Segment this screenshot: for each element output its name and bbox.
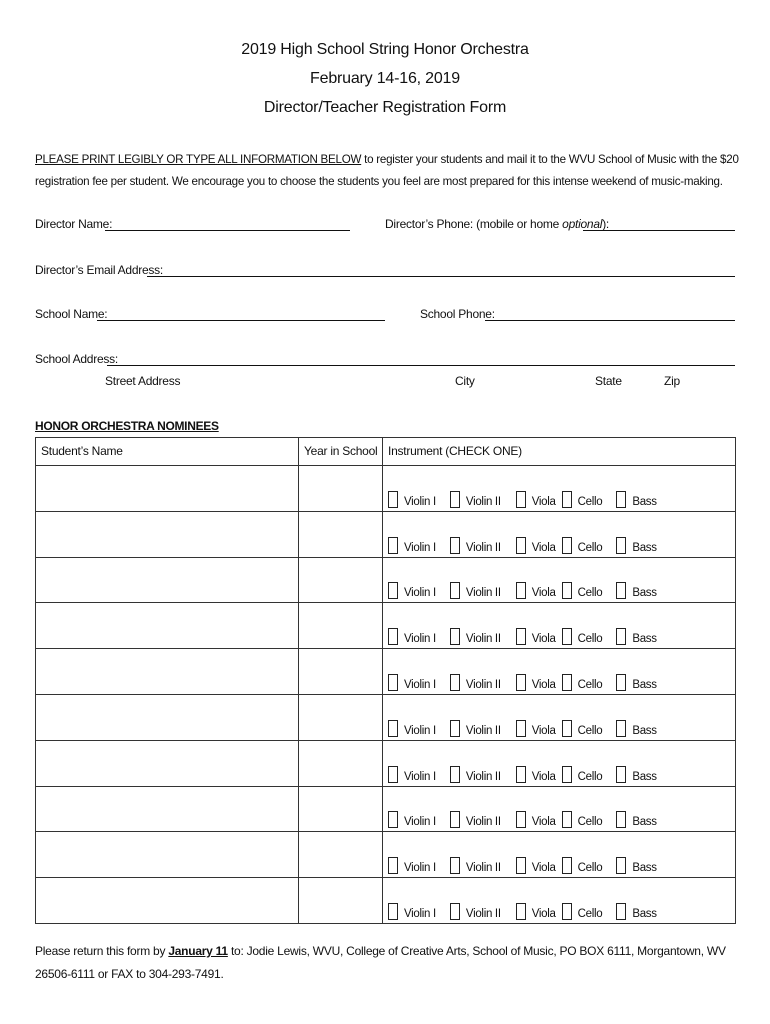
instrument-option: [562, 491, 603, 508]
instrument-option: [450, 720, 501, 737]
checkbox[interactable]: [516, 628, 526, 645]
instrument-option: [616, 582, 656, 599]
instrument-option: [388, 857, 436, 874]
student-name-cell[interactable]: [36, 832, 299, 878]
director-name-field[interactable]: [105, 230, 350, 231]
checkbox[interactable]: [562, 674, 572, 691]
checkbox[interactable]: [388, 766, 398, 783]
instrument-option: [562, 582, 603, 599]
checkbox[interactable]: [562, 766, 572, 783]
instrument-option: [388, 537, 436, 554]
instrument-label: Viola: [531, 587, 556, 600]
instrument-label: Cello: [577, 862, 603, 875]
checkbox[interactable]: [562, 811, 572, 828]
checkbox[interactable]: [388, 628, 398, 645]
checkbox[interactable]: [388, 582, 398, 599]
instrument-label: Viola: [531, 816, 556, 829]
instrument-label: Bass: [632, 541, 657, 554]
instrument-label: Cello: [577, 541, 603, 554]
school-name-field[interactable]: [97, 320, 385, 321]
year-in-school-cell[interactable]: [299, 466, 383, 512]
instrument-option: [450, 628, 501, 645]
nominees-body: [36, 466, 736, 924]
instrument-label: Violin II: [465, 678, 501, 691]
instrument-option: [388, 491, 436, 508]
instrument-option: [516, 628, 556, 645]
instrument-label: Violin I: [404, 907, 436, 920]
instrument-options: [388, 491, 657, 508]
director-phone-label-text: Director’s Phone: (mobile or home: [385, 217, 563, 231]
checkbox[interactable]: [562, 628, 572, 645]
instrument-option: [388, 811, 436, 828]
checkbox[interactable]: [450, 903, 460, 920]
checkbox[interactable]: [516, 811, 526, 828]
checkbox[interactable]: [616, 811, 626, 828]
form-dates: February 14-16, 2019: [310, 70, 460, 87]
director-email-label: Director’s Email Address:: [35, 263, 164, 277]
nominees-section-title: HONOR ORCHESTRA NOMINEES: [35, 419, 219, 433]
instrument-options: [388, 766, 657, 783]
checkbox[interactable]: [516, 903, 526, 920]
instrument-label: Violin II: [465, 816, 501, 829]
instrument-option: [450, 811, 501, 828]
checkbox[interactable]: [616, 537, 626, 554]
checkbox[interactable]: [562, 857, 572, 874]
student-name-cell[interactable]: [36, 878, 299, 924]
instrument-option: [616, 720, 656, 737]
instrument-option: [516, 857, 556, 874]
instrument-label: Violin II: [465, 907, 501, 920]
year-in-school-cell[interactable]: [299, 511, 383, 557]
instrument-options: [388, 857, 657, 874]
instrument-label: Cello: [577, 907, 603, 920]
instrument-label: Bass: [632, 633, 657, 646]
instrument-option: [562, 720, 603, 737]
instrument-option: [450, 903, 501, 920]
instrument-cell: [383, 649, 736, 695]
instrument-label: Viola: [531, 770, 556, 783]
year-in-school-cell[interactable]: [299, 694, 383, 740]
director-name-label: Director Name:: [35, 217, 113, 231]
checkbox[interactable]: [450, 582, 460, 599]
school-phone-label: School Phone:: [420, 307, 495, 321]
instrument-label: Bass: [632, 770, 657, 783]
checkbox[interactable]: [516, 720, 526, 737]
director-phone-label-suffix: ):: [602, 217, 610, 231]
instrument-label: Viola: [531, 724, 556, 737]
instrument-option: [388, 674, 436, 691]
instrument-label: Viola: [531, 541, 556, 554]
return-instructions: [35, 940, 735, 986]
instrument-option: [388, 903, 436, 920]
instrument-option: [616, 903, 656, 920]
nominees-table: [35, 437, 736, 924]
student-name-cell[interactable]: [36, 466, 299, 512]
table-row: [36, 603, 736, 649]
instrument-label: Bass: [632, 724, 657, 737]
instrument-label: Violin II: [465, 587, 501, 600]
instrument-option: [388, 720, 436, 737]
student-name-cell[interactable]: [36, 694, 299, 740]
checkbox[interactable]: [516, 674, 526, 691]
instrument-option: [562, 537, 603, 554]
table-row: [36, 557, 736, 603]
checkbox[interactable]: [562, 582, 572, 599]
year-in-school-cell[interactable]: [299, 603, 383, 649]
checkbox[interactable]: [616, 582, 626, 599]
instrument-label: Violin II: [465, 724, 501, 737]
instrument-cell: [383, 511, 736, 557]
instrument-option: [616, 766, 656, 783]
instrument-option: [562, 766, 603, 783]
instrument-option: [516, 674, 556, 691]
checkbox[interactable]: [562, 720, 572, 737]
checkbox[interactable]: [388, 720, 398, 737]
instrument-label: Viola: [531, 495, 556, 508]
checkbox[interactable]: [562, 537, 572, 554]
form-title: 2019 High School String Honor Orchestra: [241, 41, 529, 58]
checkbox[interactable]: [388, 674, 398, 691]
nominees-header-row: [36, 438, 736, 466]
instrument-cell: [383, 694, 736, 740]
checkbox[interactable]: [616, 628, 626, 645]
instrument-option: [388, 628, 436, 645]
zip-sublabel: Zip: [664, 374, 680, 388]
instrument-label: Cello: [577, 816, 603, 829]
instrument-label: Viola: [531, 678, 556, 691]
instrument-options: [388, 903, 657, 920]
instrument-label: Violin II: [465, 495, 501, 508]
instrument-label: Cello: [577, 724, 603, 737]
instructions-text: to register your students and mail it to the WVU School of Music with the $20 registration fee per student. We encourage you to choose the students you feel are most prepared for this intense weekend of music-making.: [35, 153, 739, 188]
instrument-label: Violin I: [404, 724, 436, 737]
instrument-option: [450, 766, 501, 783]
instrument-option: [562, 674, 603, 691]
director-phone-field[interactable]: [583, 230, 735, 231]
column-header-instrument: Instrument (CHECK ONE): [383, 438, 736, 466]
student-name-cell[interactable]: [36, 740, 299, 786]
instrument-options: [388, 720, 657, 737]
instrument-label: Violin I: [404, 541, 436, 554]
checkbox[interactable]: [616, 491, 626, 508]
return-deadline: January 11: [168, 944, 228, 958]
instrument-option: [450, 582, 501, 599]
checkbox[interactable]: [616, 903, 626, 920]
instrument-option: [562, 857, 603, 874]
table-row: [36, 832, 736, 878]
student-name-cell[interactable]: [36, 786, 299, 832]
instrument-option: [516, 903, 556, 920]
instrument-options: [388, 628, 657, 645]
instrument-cell: [383, 740, 736, 786]
instrument-options: [388, 811, 657, 828]
checkbox[interactable]: [450, 674, 460, 691]
instrument-label: Violin II: [465, 633, 501, 646]
instrument-option: [450, 491, 501, 508]
instrument-label: Violin I: [404, 862, 436, 875]
instrument-label: Viola: [531, 862, 556, 875]
return-prefix: Please return this form by: [35, 944, 169, 958]
instrument-options: [388, 537, 657, 554]
instrument-label: Violin I: [404, 770, 436, 783]
instrument-option: [450, 674, 501, 691]
instrument-cell: [383, 557, 736, 603]
instrument-option: [516, 582, 556, 599]
instrument-label: Bass: [632, 495, 657, 508]
checkbox[interactable]: [516, 582, 526, 599]
checkbox[interactable]: [450, 628, 460, 645]
checkbox[interactable]: [450, 857, 460, 874]
director-phone-label: [385, 216, 609, 232]
checkbox[interactable]: [388, 537, 398, 554]
school-address-field[interactable]: [107, 365, 735, 366]
instrument-option: [516, 720, 556, 737]
instrument-label: Violin I: [404, 816, 436, 829]
instrument-option: [388, 582, 436, 599]
city-sublabel: City: [455, 374, 475, 388]
return-address: to: Jodie Lewis, WVU, College of Creative Arts, School of Music, PO BOX 6111, Morgantown, WV 26506-6111 or FAX to 304-293-7491.: [35, 944, 726, 981]
checkbox[interactable]: [450, 811, 460, 828]
instrument-option: [616, 857, 656, 874]
director-phone-optional: optional: [562, 217, 603, 231]
column-header-student-name: Student’s Name: [36, 438, 299, 466]
instrument-label: Cello: [577, 495, 603, 508]
student-name-cell[interactable]: [36, 649, 299, 695]
instrument-label: Bass: [632, 907, 657, 920]
instrument-label: Violin II: [465, 541, 501, 554]
instrument-label: Violin II: [465, 862, 501, 875]
year-in-school-cell[interactable]: [299, 878, 383, 924]
school-name-label: School Name:: [35, 307, 108, 321]
instrument-option: [516, 537, 556, 554]
checkbox[interactable]: [562, 491, 572, 508]
instrument-option: [562, 903, 603, 920]
instrument-cell: [383, 603, 736, 649]
checkbox[interactable]: [516, 766, 526, 783]
instrument-option: [562, 628, 603, 645]
instrument-cell: [383, 832, 736, 878]
student-name-cell[interactable]: [36, 603, 299, 649]
table-row: [36, 740, 736, 786]
instrument-label: Viola: [531, 907, 556, 920]
instrument-label: Violin I: [404, 587, 436, 600]
checkbox[interactable]: [450, 537, 460, 554]
instructions-emphasis: PLEASE PRINT LEGIBLY OR TYPE ALL INFORMATION BELOW: [35, 153, 362, 166]
checkbox[interactable]: [450, 491, 460, 508]
instrument-option: [562, 811, 603, 828]
instrument-label: Violin II: [465, 770, 501, 783]
school-address-label: School Address:: [35, 352, 118, 366]
instrument-cell: [383, 786, 736, 832]
state-sublabel: State: [595, 374, 622, 388]
instrument-label: Viola: [531, 633, 556, 646]
instrument-label: Bass: [632, 862, 657, 875]
table-row: [36, 466, 736, 512]
table-row: [36, 694, 736, 740]
instrument-option: [516, 811, 556, 828]
instrument-label: Bass: [632, 816, 657, 829]
checkbox[interactable]: [388, 811, 398, 828]
checkbox[interactable]: [450, 720, 460, 737]
instrument-label: Cello: [577, 678, 603, 691]
checkbox[interactable]: [388, 903, 398, 920]
student-name-cell[interactable]: [36, 511, 299, 557]
instrument-options: [388, 674, 657, 691]
instrument-label: Bass: [632, 587, 657, 600]
street-address-sublabel: Street Address: [105, 374, 181, 388]
instrument-option: [450, 857, 501, 874]
instrument-option: [616, 491, 656, 508]
column-header-year: Year in School: [299, 438, 383, 466]
checkbox[interactable]: [562, 903, 572, 920]
table-row: [36, 786, 736, 832]
instrument-option: [388, 766, 436, 783]
table-row: [36, 511, 736, 557]
checkbox[interactable]: [616, 674, 626, 691]
instrument-option: [616, 811, 656, 828]
year-in-school-cell[interactable]: [299, 649, 383, 695]
instrument-cell: [383, 878, 736, 924]
instrument-option: [616, 537, 656, 554]
school-phone-field[interactable]: [485, 320, 735, 321]
director-email-field[interactable]: [147, 276, 735, 277]
table-row: [36, 649, 736, 695]
checkbox[interactable]: [450, 766, 460, 783]
checkbox[interactable]: [616, 857, 626, 874]
form-subtitle: Director/Teacher Registration Form: [263, 99, 507, 116]
checkbox[interactable]: [388, 491, 398, 508]
instrument-label: Cello: [577, 633, 603, 646]
instrument-label: Bass: [632, 678, 657, 691]
instrument-option: [516, 766, 556, 783]
instrument-label: Violin I: [404, 678, 436, 691]
table-row: [36, 878, 736, 924]
checkbox[interactable]: [388, 857, 398, 874]
instrument-label: Violin I: [404, 633, 436, 646]
instrument-label: Cello: [577, 770, 603, 783]
year-in-school-cell[interactable]: [299, 786, 383, 832]
student-name-cell[interactable]: [36, 557, 299, 603]
instrument-label: Violin I: [404, 495, 436, 508]
year-in-school-cell[interactable]: [299, 832, 383, 878]
instructions-paragraph: [35, 149, 740, 193]
instrument-option: [616, 674, 656, 691]
instrument-label: Cello: [577, 587, 603, 600]
instrument-option: [450, 537, 501, 554]
checkbox[interactable]: [616, 720, 626, 737]
year-in-school-cell[interactable]: [299, 557, 383, 603]
instrument-cell: [383, 466, 736, 512]
year-in-school-cell[interactable]: [299, 740, 383, 786]
instrument-options: [388, 582, 657, 599]
checkbox[interactable]: [616, 766, 626, 783]
checkbox[interactable]: [516, 857, 526, 874]
instrument-option: [616, 628, 656, 645]
checkbox[interactable]: [516, 491, 526, 508]
checkbox[interactable]: [516, 537, 526, 554]
instrument-option: [516, 491, 556, 508]
